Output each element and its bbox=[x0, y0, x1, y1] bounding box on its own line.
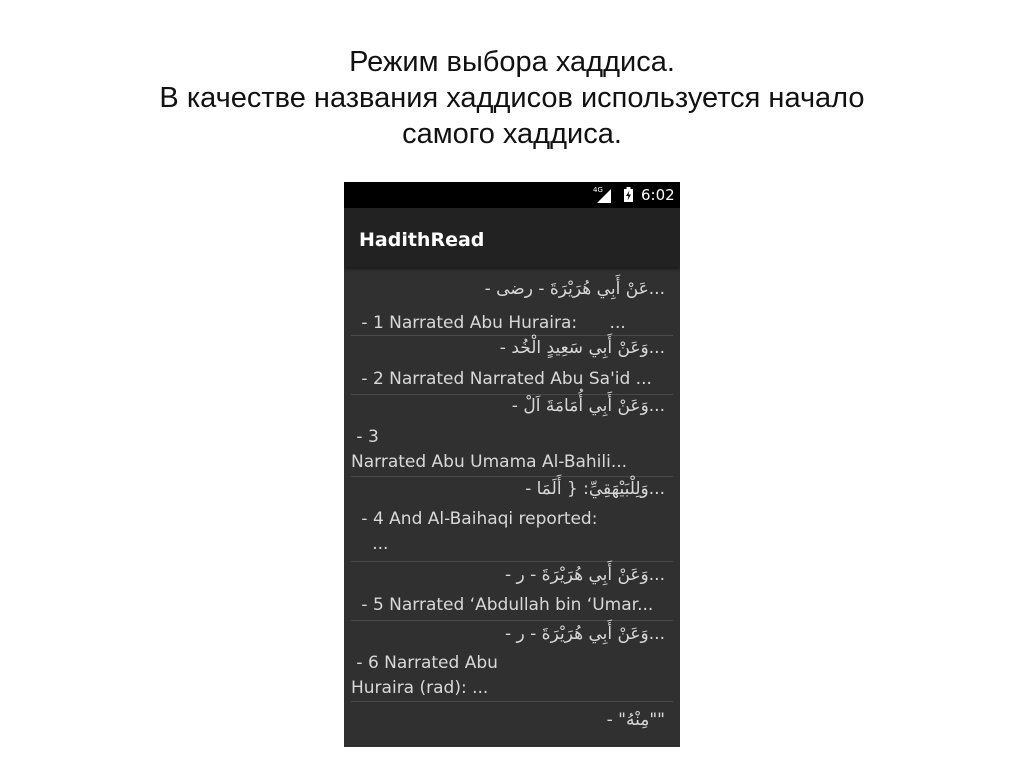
phone-screen bbox=[344, 182, 680, 747]
hadith-list-item-3[interactable] bbox=[351, 395, 673, 475]
hadith-list-item-1[interactable] bbox=[351, 267, 673, 333]
caption-line-2: В качестве названия хаддисов используется начало bbox=[159, 82, 865, 114]
hadith-arabic-title: - وَعَنْ أَبِي هُرَيْرَةَ - ر... bbox=[504, 565, 665, 585]
hadith-list-item-2[interactable] bbox=[351, 336, 673, 394]
app-title: HadithRead bbox=[359, 229, 485, 251]
caption-line-1: Режим выбора хаддиса. bbox=[349, 46, 675, 78]
hadith-english-title: - 1 Narrated Abu Huraira: ... bbox=[356, 313, 626, 333]
status-bar bbox=[344, 182, 680, 208]
hadith-arabic-title: - "مِنْهُ"" bbox=[606, 710, 665, 730]
hadith-english-title: - 2 Narrated Narrated Abu Sa'id ... bbox=[356, 369, 652, 389]
hadith-list bbox=[344, 267, 680, 747]
battery-charging-icon bbox=[624, 187, 633, 202]
caption-line-3: самого хаддиса. bbox=[402, 118, 622, 150]
hadith-english-title: - 4 And Al-Baihaqi reported: ... bbox=[361, 509, 598, 554]
hadith-arabic-title: - وَعَنْ أَبِي أُمَامَةَ اَلْ... bbox=[511, 396, 665, 416]
hadith-list-item-5[interactable] bbox=[351, 562, 673, 620]
hadith-list-item-6[interactable] bbox=[351, 621, 673, 701]
app-bar bbox=[344, 208, 680, 267]
hadith-english-title: - 6 Narrated Abu Huraira (rad): ... bbox=[351, 653, 498, 698]
clock: 6:02 bbox=[641, 186, 675, 204]
hadith-arabic-title: - وَعَنْ أَبِي سَعِيدٍ الْخُد... bbox=[499, 338, 665, 358]
hadith-arabic-title: - عَنْ أَبِي هُرَيْرَةَ - رضى... bbox=[484, 279, 665, 299]
hadith-list-item-4[interactable] bbox=[351, 477, 673, 562]
hadith-english-title: - 3 Narrated Abu Umama Al-Bahili... bbox=[351, 427, 628, 472]
hadith-english-title: - 5 Narrated ‘Abdullah bin ‘Umar... bbox=[356, 595, 654, 615]
hadith-arabic-title: - وَعَنْ أَبِي هُرَيْرَةَ - ر... bbox=[504, 624, 665, 644]
hadith-arabic-title: - وَلِلْبَيْهَقِيِّ: { أَلَمَا... bbox=[525, 479, 665, 499]
network-type: 4G bbox=[593, 186, 603, 194]
hadith-list-item-7[interactable] bbox=[351, 702, 673, 747]
slide-caption bbox=[0, 44, 1024, 152]
signal-icon bbox=[597, 189, 611, 203]
